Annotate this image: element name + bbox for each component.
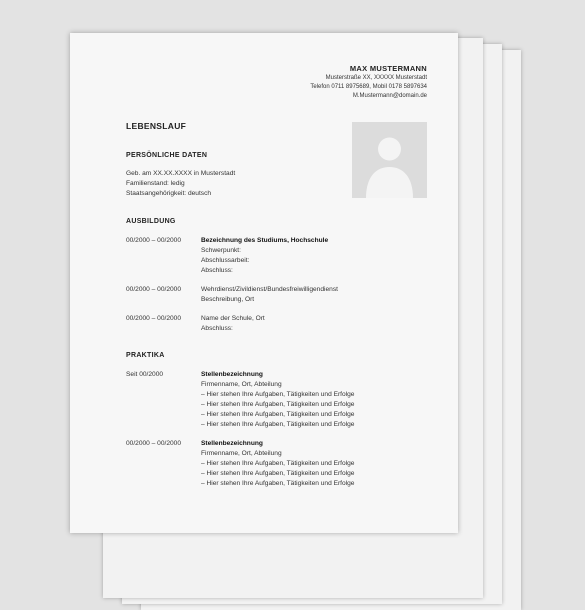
- entry-date: 00/2000 – 00/2000: [126, 440, 182, 447]
- entry-detail: – Hier stehen Ihre Aufgaben, Tätigkeiten und Erfolge: [201, 391, 355, 398]
- entry-detail: – Hier stehen Ihre Aufgaben, Tätigkeiten und Erfolge: [201, 460, 355, 467]
- resume-page: [70, 33, 458, 533]
- section-heading-education: AUSBILDUNG: [126, 218, 176, 225]
- entry-detail: Beschreibung, Ort: [201, 296, 255, 303]
- entry-detail: – Hier stehen Ihre Aufgaben, Tätigkeiten und Erfolge: [201, 411, 355, 418]
- entry-date: 00/2000 – 00/2000: [126, 286, 182, 293]
- section-heading-personal: PERSÖNLICHE DATEN: [126, 152, 208, 159]
- entry-detail: – Hier stehen Ihre Aufgaben, Tätigkeiten und Erfolge: [201, 480, 355, 487]
- applicant-name: MAX MUSTERMANN: [349, 64, 427, 73]
- entry-detail: Firmenname, Ort, Abteilung: [201, 381, 282, 388]
- entry-detail: Abschlussarbeit:: [201, 257, 250, 264]
- entry-title: Stellenbezeichnung: [201, 440, 263, 447]
- entry-date: 00/2000 – 00/2000: [126, 237, 182, 244]
- section-heading-internships: PRAKTIKA: [126, 352, 165, 359]
- entry-detail: Schwerpunkt:: [201, 247, 241, 254]
- entry-title: Wehrdienst/Zivildienst/Bundesfreiwilligendienst: [201, 286, 338, 293]
- entry-detail: – Hier stehen Ihre Aufgaben, Tätigkeiten und Erfolge: [201, 470, 355, 477]
- document-title: LEBENSLAUF: [126, 121, 187, 131]
- entry-title: Stellenbezeichnung: [201, 371, 263, 378]
- birth-line: Geb. am XX.XX.XXXX in Musterstadt: [126, 170, 236, 177]
- nationality-line: Staatsangehörigkeit: deutsch: [126, 190, 212, 197]
- entry-title: Name der Schule, Ort: [201, 315, 265, 322]
- entry-detail: – Hier stehen Ihre Aufgaben, Tätigkeiten und Erfolge: [201, 401, 355, 408]
- entry-title: Bezeichnung des Studiums, Hochschule: [201, 237, 329, 244]
- entry-detail: Firmenname, Ort, Abteilung: [201, 450, 282, 457]
- entry-detail: Abschluss:: [201, 325, 233, 332]
- photo-placeholder-icon: [352, 122, 427, 198]
- entry-detail: Abschluss:: [201, 267, 233, 274]
- entry-detail: – Hier stehen Ihre Aufgaben, Tätigkeiten und Erfolge: [201, 421, 355, 428]
- email-line: M.Mustermann@domain.de: [352, 93, 427, 99]
- marital-status-line: Familienstand: ledig: [126, 180, 185, 187]
- entry-date: Seit 00/2000: [126, 371, 164, 378]
- phone-line: Telefon 0711 8975689, Mobil 0178 5897634: [310, 84, 427, 90]
- entry-date: 00/2000 – 00/2000: [126, 315, 182, 322]
- address-line: Musterstraße XX, XXXXX Musterstadt: [325, 75, 427, 81]
